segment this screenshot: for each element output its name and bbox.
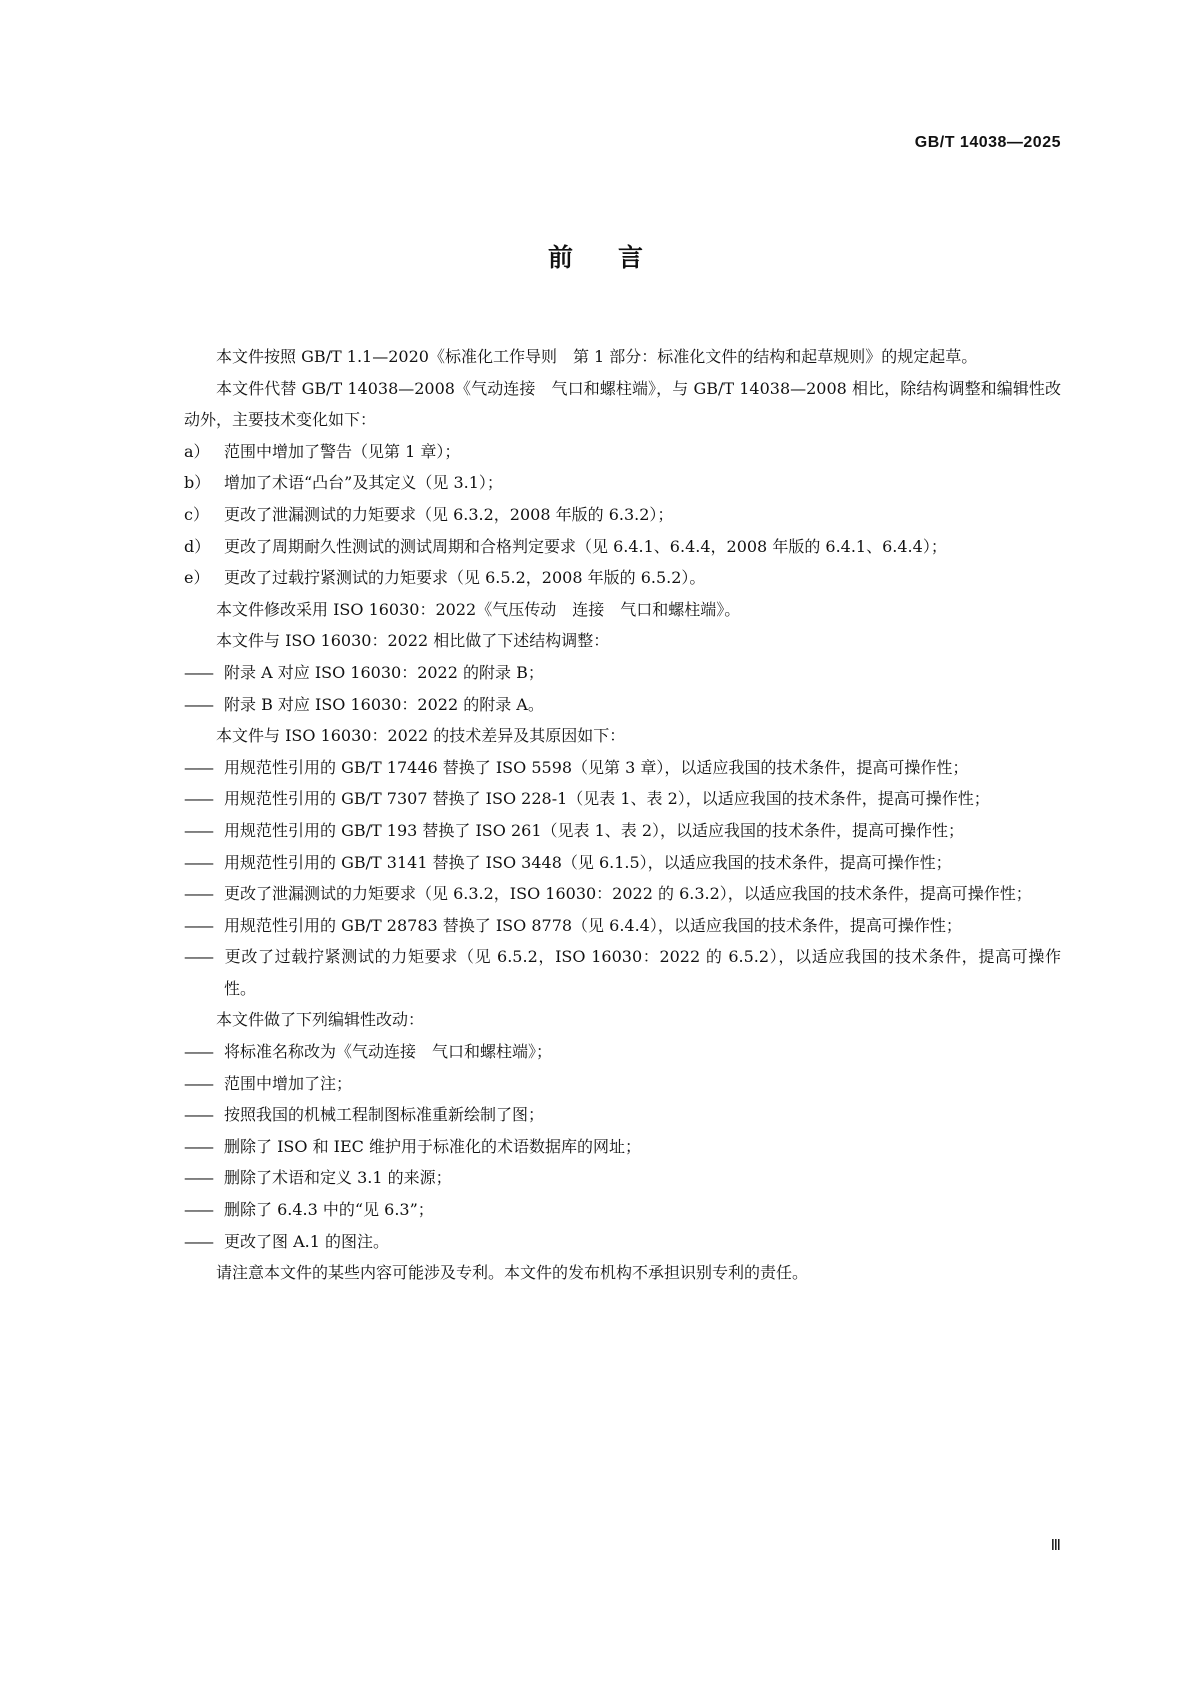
title-char: 言	[618, 243, 644, 272]
patent-notice: 请注意本文件的某些内容可能涉及专利。本文件的发布机构不承担识别专利的责任。	[216, 1263, 809, 1283]
list-item-text: 更改了周期耐久性测试的测试周期和合格判定要求（见 6.4.1、6.4.4，2008 年版的 6.4.1、6.4.4）；	[224, 536, 947, 556]
editorial-item	[184, 1099, 1061, 1131]
list-item-text: 将标准名称改为《气动连接 气口和螺柱端》；	[224, 1042, 553, 1062]
editorial-item	[184, 1131, 1061, 1163]
list-item-text: 范围中增加了注；	[224, 1073, 353, 1093]
list-item-text: 附录 A 对应 ISO 16030：2022 的附录 B；	[224, 662, 544, 682]
list-marker: d）	[184, 536, 211, 556]
structure-intro: 本文件与 ISO 16030：2022 相比做了下述结构调整：	[216, 631, 610, 651]
dash-marker: ——	[184, 947, 212, 967]
tech-diff-item	[184, 847, 1061, 879]
editorial-item	[184, 1194, 1061, 1226]
page-title	[0, 238, 1191, 274]
dash-marker: ——	[184, 757, 212, 777]
list-item-text: 用规范性引用的 GB/T 17446 替换了 ISO 5598（见第 3 章），以适应我国的技术条件，提高可操作性；	[224, 757, 969, 777]
dash-marker: ——	[184, 694, 212, 714]
list-item-text: 范围中增加了警告（见第 1 章）；	[224, 441, 461, 461]
dash-marker: ——	[184, 662, 212, 682]
dash-marker: ——	[184, 1042, 212, 1062]
change-item	[184, 436, 1061, 468]
intro-paragraph: 本文件按照 GB/T 1.1—2020《标准化工作导则 第 1 部分：标准化文件的结构和起草规则》的规定起草。	[216, 347, 978, 366]
list-marker: b）	[184, 473, 211, 493]
dash-marker: ——	[184, 1105, 212, 1125]
tech-diff-item	[184, 815, 1061, 847]
page-number: Ⅲ	[1050, 1538, 1061, 1554]
dash-marker: ——	[184, 884, 212, 904]
editorial-item	[184, 1226, 1061, 1258]
list-item-text: 更改了过载拧紧测试的力矩要求（见 6.5.2，ISO 16030：2022 的 6.5.2），以适应我国的技术条件，提高可操作性。	[224, 947, 1061, 998]
tech-diff-item	[184, 941, 1061, 1004]
list-item-text: 更改了泄漏测试的力矩要求（见 6.3.2，ISO 16030：2022 的 6.3.2），以适应我国的技术条件，提高可操作性；	[224, 884, 1032, 904]
list-marker: a）	[184, 441, 210, 461]
list-item-text: 更改了过载拧紧测试的力矩要求（见 6.5.2，2008 年版的 6.5.2）。	[224, 568, 706, 588]
change-item	[184, 499, 1061, 531]
list-item-text: 增加了术语“凸台”及其定义（见 3.1）；	[224, 473, 503, 493]
dash-marker: ——	[184, 1231, 212, 1251]
list-item-text: 更改了泄漏测试的力矩要求（见 6.3.2，2008 年版的 6.3.2）；	[224, 504, 674, 524]
list-item-text: 用规范性引用的 GB/T 3141 替换了 ISO 3448（见 6.1.5），以适应我国的技术条件，提高可操作性；	[224, 852, 952, 872]
list-item-text: 更改了图 A.1 的图注。	[224, 1231, 389, 1251]
editorial-item	[184, 1036, 1061, 1068]
list-item-text: 删除了 6.4.3 中的“见 6.3”；	[224, 1200, 434, 1220]
dash-marker: ——	[184, 820, 212, 840]
adoption-paragraph: 本文件修改采用 ISO 16030：2022《气压传动 连接 气口和螺柱端》。	[216, 599, 741, 619]
list-item-text: 按照我国的机械工程制图标准重新绘制了图；	[224, 1105, 545, 1125]
foreword-body	[184, 341, 1061, 1289]
list-item-text: 用规范性引用的 GB/T 7307 替换了 ISO 228-1（见表 1、表 2），以适应我国的技术条件，提高可操作性；	[224, 789, 990, 809]
standard-number-header: GB/T 14038—2025	[914, 134, 1061, 151]
tech-diff-item	[184, 752, 1061, 784]
list-item-text: 删除了 ISO 和 IEC 维护用于标准化的术语数据库的网址；	[224, 1136, 641, 1156]
list-item-text: 附录 B 对应 ISO 16030：2022 的附录 A。	[224, 694, 544, 714]
list-item-text: 用规范性引用的 GB/T 28783 替换了 ISO 8778（见 6.4.4），以适应我国的技术条件，提高可操作性；	[224, 915, 962, 935]
change-item	[184, 531, 1061, 563]
change-item	[184, 562, 1061, 594]
editorial-intro: 本文件做了下列编辑性改动：	[216, 1010, 425, 1030]
title-char: 前	[547, 243, 573, 272]
list-item-text: 用规范性引用的 GB/T 193 替换了 ISO 261（见表 1、表 2），以适应我国的技术条件，提高可操作性；	[224, 820, 965, 840]
list-marker: c）	[184, 504, 209, 524]
dash-marker: ——	[184, 915, 212, 935]
replacement-paragraph: 本文件代替 GB/T 14038—2008《气动连接 气口和螺柱端》，与 GB/T 14038—2008 相比，除结构调整和编辑性改动外，主要技术变化如下：	[184, 378, 1061, 430]
dash-marker: ——	[184, 1136, 212, 1156]
editorial-item	[184, 1162, 1061, 1194]
tech-diff-item	[184, 783, 1061, 815]
list-marker: e）	[184, 568, 210, 588]
editorial-item	[184, 1068, 1061, 1100]
change-item	[184, 467, 1061, 499]
dash-marker: ——	[184, 1073, 212, 1093]
dash-marker: ——	[184, 852, 212, 872]
structure-item	[184, 689, 1061, 721]
tech-diff-item	[184, 878, 1061, 910]
dash-marker: ——	[184, 1168, 212, 1188]
dash-marker: ——	[184, 789, 212, 809]
tech-diff-intro: 本文件与 ISO 16030：2022 的技术差异及其原因如下：	[216, 726, 626, 746]
list-item-text: 删除了术语和定义 3.1 的来源；	[224, 1168, 452, 1188]
structure-item	[184, 657, 1061, 689]
dash-marker: ——	[184, 1200, 212, 1220]
tech-diff-item	[184, 910, 1061, 942]
